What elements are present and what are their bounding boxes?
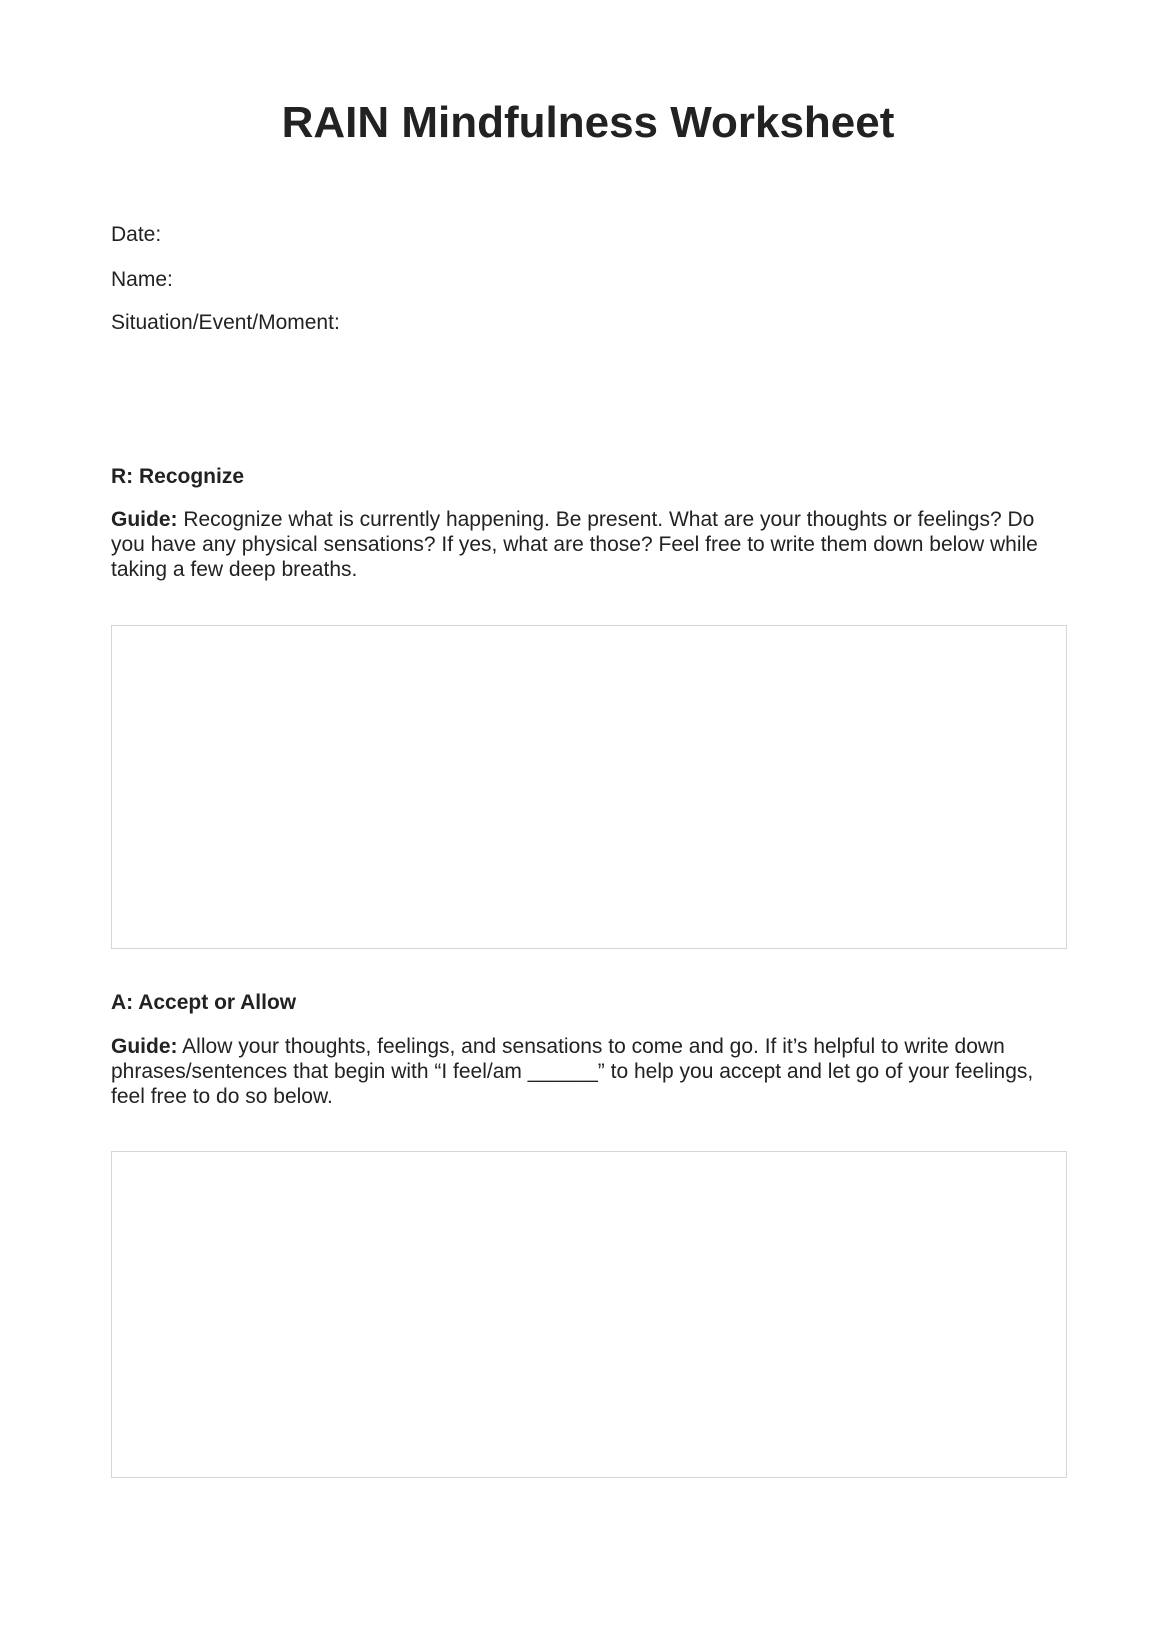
name-field-label: Name: bbox=[111, 268, 173, 291]
section-accept-guide bbox=[111, 1034, 1071, 1109]
accept-answer-box[interactable] bbox=[111, 1151, 1067, 1478]
guide-text: Allow your thoughts, feelings, and sensations to come and go. If it’s helpful to write down phrases/sentences that begin with “I feel/am ______” to help you accept and let go of your feelings, feel free to do so below. bbox=[111, 1035, 1034, 1108]
guide-label: Guide: bbox=[111, 1035, 178, 1058]
guide-label: Guide: bbox=[111, 508, 178, 531]
guide-text: Recognize what is currently happening. Be present. What are your thoughts or feelings? Do you have any physical sensations? If yes, what are those? Feel free to write them down below while taking a few deep breaths. bbox=[111, 508, 1038, 581]
section-recognize-heading: R: Recognize bbox=[111, 465, 245, 488]
page-title: RAIN Mindfulness Worksheet bbox=[281, 98, 895, 147]
section-recognize-guide bbox=[111, 507, 1071, 582]
section-accept-heading: A: Accept or Allow bbox=[111, 991, 297, 1014]
recognize-answer-box[interactable] bbox=[111, 625, 1067, 949]
situation-field-label: Situation/Event/Moment: bbox=[111, 311, 340, 334]
date-field-label: Date: bbox=[111, 223, 162, 246]
